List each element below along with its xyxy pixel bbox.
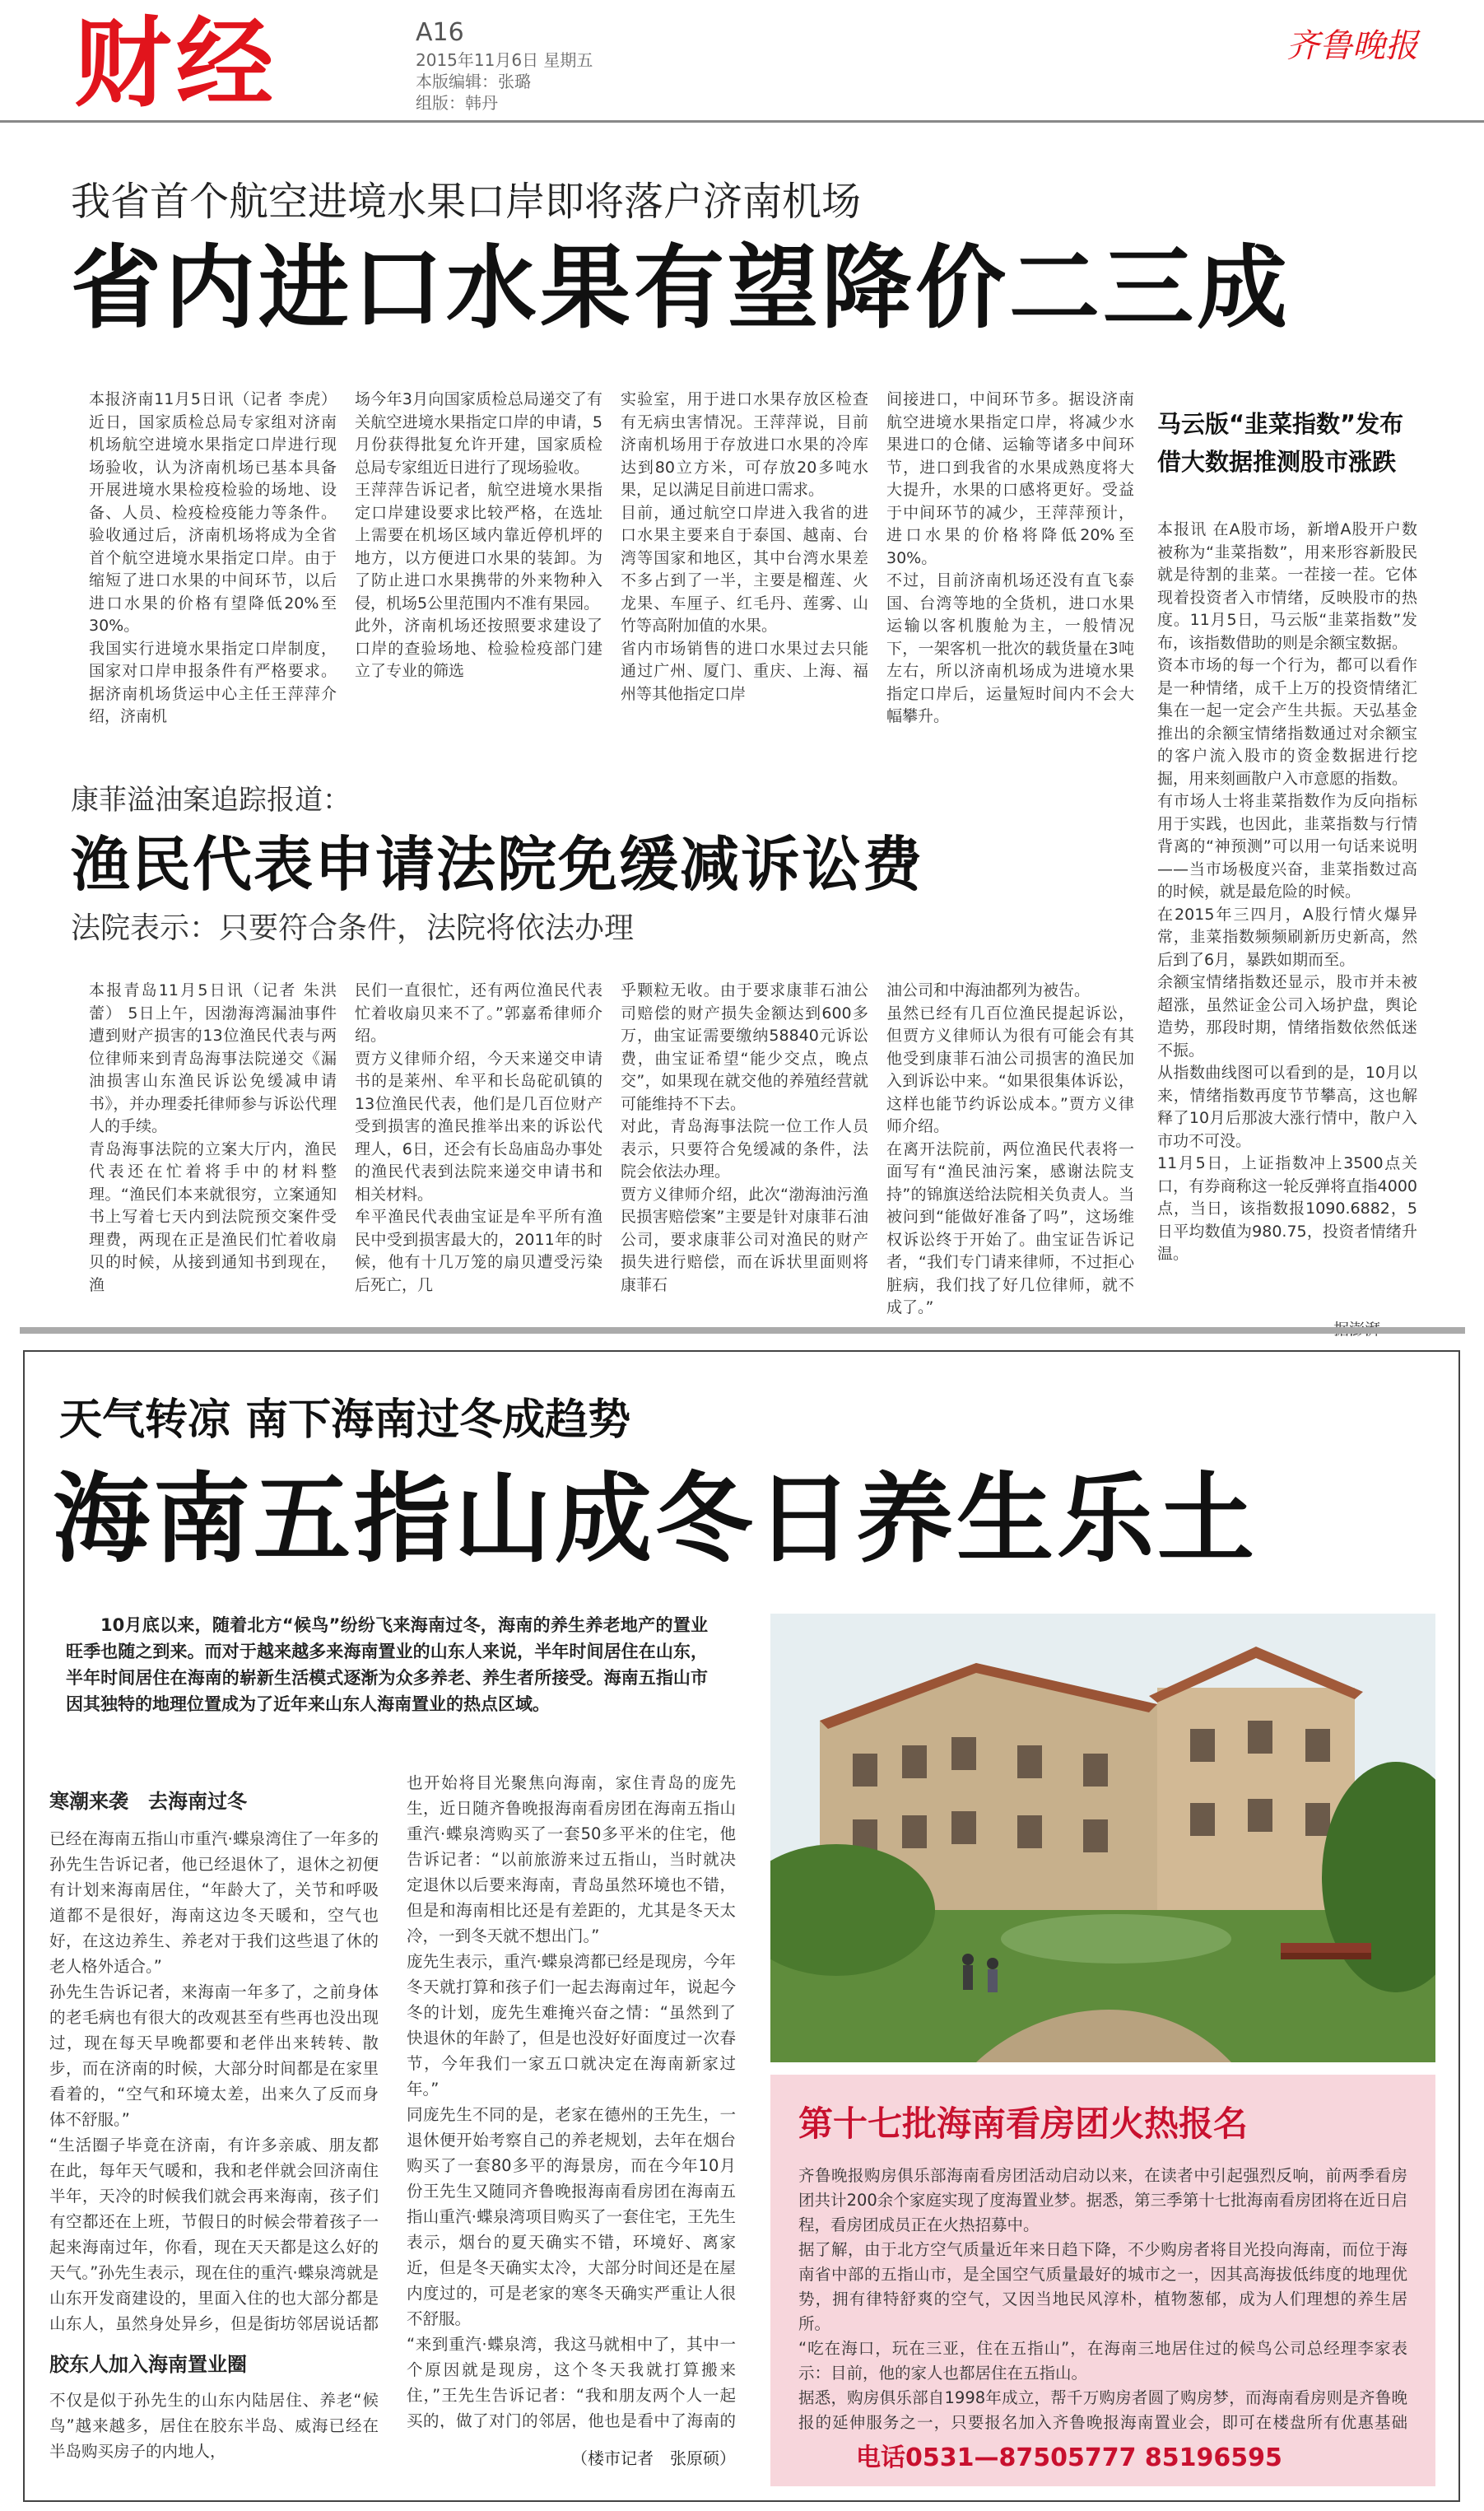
feature-section-head: 寒潮来袭 去海南过冬 — [49, 1790, 247, 1813]
feature-section-head: 胶东人加入海南置业圈 — [49, 2353, 247, 2376]
feature-column-text: 不仅是似于孙先生的山东内陆居住、养老“候鸟”越来越多，居住在胶东半岛、威海已经在半岛购买房子的内地人， — [49, 2391, 379, 2461]
story2-headline: 渔民代表申请法院免缓减诉讼费 — [71, 830, 924, 899]
feature-lead: 10月底以来，随着北方“候鸟”纷纷飞来海南过冬，海南的养生养老地产的置业旺季也随之到来。而对于越来越多来海南置业的山东人来说，半年时间居住在山东，半年时间居住在海南的崭新生活模式逐渐为众多养老、养生者所接受。海南五指山市因其独特的地理位置成为了近年来山东人海南置业的热点区域。 — [66, 1615, 708, 1714]
story1-kicker: 我省首个航空进境水果口岸即将落户济南机场 — [71, 179, 862, 225]
page-layout-credit: 组版：韩丹 — [416, 93, 498, 113]
page-editor: 本版编辑：张璐 — [416, 72, 531, 91]
story1-column: 实验室，用于进口水果存放区检查有无病虫害情况。王萍萍说，目前济南机场用于存放进口水果的冷库达到80立方米，可存放20多吨水果，足以满足目前进口需求。 目前，通过航空口岸进入我省的进口水果主要来自于泰国、越南、台湾等国家和地区，其中台湾水果差不多占到了一半，主要是榴莲、火龙果、车厘子、红毛丹、莲雾、山竹等高附加值的水果。 省内市场销售的进口水果过去只能通过广州、厦门、重庆、上海、福州等其他指定口岸 — [621, 390, 868, 703]
page-number: A16 — [416, 18, 464, 47]
feature-headline: 海南五指山成冬日养生乐土 — [53, 1462, 1258, 1576]
sidebar-title-line: 马云版“韭菜指数”发布 — [1157, 410, 1404, 438]
sidebar-title-line: 借大数据推测股市涨跌 — [1157, 448, 1397, 476]
story1-headline: 省内进口水果有望降价二三成 — [71, 235, 1291, 341]
masthead-meta — [416, 16, 593, 114]
story1-body — [89, 389, 1134, 744]
story2-column: 本报青岛11月5日讯（记者 朱洪蕾） 5日上午，因渤海湾漏油事件遭到财产损害的13位渔民代表与两位律师来到青岛海事法院递交《漏油损害山东渔民诉讼免缓减申请书》，并办理委托律师参与诉讼代理人的手续。 青岛海事法院的立案大厅内，渔民代表还在忙着将手中的材料整理。“渔民们本来就很穷，立案通知书上写着七天内到法院预交案件受理费，两现在正是渔民们忙着收扇贝的时候，从接到通知书到现在，渔 — [89, 981, 337, 1294]
tour-signup-box — [770, 2075, 1435, 2486]
story1-column: 场今年3月向国家质检总局递交了有关航空进境水果指定口岸的申请，5月份获得批复允许开建，国家质检总局专家组近日进行了现场验收。 王萍萍告诉记者，航空进境水果指定口岸建设要求比较严格，在选址上需要在机场区域内靠近停机坪的地方，以方便进口水果的装卸。为了防止进口水果携带的外来物种入侵，机场5公里范围内不准有果园。 此外，济南机场还按照要求建设了口岸的查验场地、检验检疫部门建立了专业的筛选 — [355, 390, 602, 680]
story2-column: 民们一直很忙，还有两位渔民代表忙着收扇贝来不了。”郭嘉希律师介绍。 贾方义律师介绍，今天来递交申请书的是莱州、牟平和长岛砣矶镇的13位渔民代表，他们是几百位财产受到损害的渔民推举出来的诉讼代理人，6日，还会有长岛庙岛办事处的渔民代表到法院来递交申请书和相关材料。 牟平渔民代表曲宝证是牟平所有渔民中受到损害最大的，2011年的时候，他有十几万笼的扇贝遭受污染后死亡，几 — [355, 981, 602, 1294]
section-divider — [20, 1327, 1465, 1334]
resort-photo-illustration — [770, 1614, 1435, 2062]
tour-signup-title: 第十七批海南看房团火热报名 — [798, 2103, 1249, 2144]
story1-column: 间接进口，中间环节多。据设济南航空进境水果指定口岸，将减少水果进口的仓储、运输等诸多中间环节，进口到我省的水果成熟度将大大提升，水果的口感将更好。受益于中间环节的减少，王萍萍预计，进口水果的价格将降低20%至30%。 不过，目前济南机场还没有直飞泰国、台湾等地的全货机，进口水果运输以客机腹舱为主，一般情况下，一架客机一批次的载货量在3吨左右，所以济南机场成为进境水果指定口岸后，运量短时间内不会大幅攀升。 — [886, 390, 1134, 725]
feature-kicker: 天气转凉 南下海南过冬成趋势 — [59, 1395, 631, 1445]
sidebar-title — [1157, 405, 1429, 481]
story2-column: 油公司和中海油都列为被告。 虽然已经有几百位渔民提起诉讼，但贾方义律师认为很有可能会有其他受到康菲石油公司损害的渔民加入到诉讼中来。“如果很集体诉讼，这样也能节约诉讼成本。”贾方义律师介绍。 在离开法院前，两位渔民代表将一面写有“渔民油污案，感谢法院支持”的锦旗送给法院相关负责人。当被问到“能做好准备了吗”，这场维权诉讼终于开始了。曲宝证告诉记者，“我们专门请来律师，不过拒心脏病，我们找了好几位律师，就不成了。” — [886, 981, 1134, 1316]
resort-photo — [770, 1614, 1435, 2062]
issue-date: 2015年11月6日 星期五 — [416, 50, 593, 70]
story2-body — [89, 980, 1134, 1317]
tour-signup-phone: 电话0531—87505777 85196595 — [856, 2443, 1282, 2472]
masthead-rule — [0, 120, 1484, 123]
story1-column: 本报济南11月5日讯（记者 李虎） 近日，国家质检总局专家组对济南机场航空进境水果指定口岸进行现场验收，认为济南机场已基本具备开展进境水果检疫检验的场地、设备、人员、检疫检疫能力等条件。验收通过后，济南机场将成为全省首个航空进境水果指定口岸。由于缩短了进口水果的中间环节，以后进口水果的价格有望降低20%至30%。 我国实行进境水果指定口岸制度，国家对口岸申报条件有严格要求。据济南机场货运中心主任王萍萍介绍，济南机 — [89, 390, 337, 725]
feature-column-1 — [49, 1787, 379, 2486]
feature-column-text: 已经在海南五指山市重汽·蝶泉湾住了一年多的孙先生告诉记者，他已经退休了，退休之初便有计划来海南居住，“年龄大了，关节和呼吸道都不是很好，海南这边冬天暖和，空气也好，在这边养生、养老对于我们这些退了休的老人格外适合。” 孙先生告诉记者，来海南一年多了，之前身体的老毛病也有很大的改观甚至有些再也没出现过，现在每天早晚都要和老伴出来转转、散步，而在济南的时候，大部分时间都是在家里看着的，“空气和环境太差，出来久了反而身体不舒服。” “生活圈子毕竟在济南，有许多亲戚、朋友都在此，每年天气暖和，我和老伴就会回济南住半年，天冷的时候我们就会再来海南，孩子们有空都还在上班，节假日的时候会带着孩子一起来海南过年，你看，现在天天都是这么好的天气。”孙先生表示，现在住的重汽·蝶泉湾就是山东开发商建设的，里面入住的也大部分都是山东人，虽然身处异乡，但是街坊邻居说话都 — [49, 1829, 379, 2333]
story2-column: 乎颗粒无收。由于要求康菲石油公司赔偿的财产损失金额达到600多万，曲宝证需要缴纳58840元诉讼费，曲宝证希望“能少交点，晚点交”，如果现在就交他的养殖经营就可能维持不下去。 对此，青岛海事法院一位工作人员表示，只要符合免缓减的条件，法院会依法办理。 贾方义律师介绍，此次“渤海油污渔民损害赔偿案”主要是针对康菲石油公司，要求康菲公司对渔民的财产损失进行赔偿，而在诉状里面则将康菲石 — [621, 981, 868, 1294]
feature-column-2 — [407, 1770, 736, 2486]
newspaper-logo: 齐鲁晚报 — [1286, 27, 1418, 65]
feature-reporter: （楼市记者 张原硕） — [571, 2448, 736, 2468]
feature-column-text: 也开始将目光聚焦向海南，家住青岛的庞先生，近日随齐鲁晚报海南看房团在海南五指山重汽·蝶泉湾购买了一套50多平米的住宅，他告诉记者：“以前旅游来过五指山，当时就决定退休以后要来海南，青岛虽然环境也不错，但是和海南相比还是有差距的，尤其是冬天太冷，一到冬天就不想出门。” 庞先生表示，重汽·蝶泉湾都已经是现房，今年冬天就打算和孩子们一起去海南过年，说起今冬的计划，庞先生难掩兴奋之情：“虽然到了快退休的年龄了，但是也没好好面度过一次春节，今年我们一家五口就决定在海南新家过年。” 同庞先生不同的是，老家在德州的王先生，一退休便开始考察自己的养老规划，去年在烟台购买了一套80多平的海景房，而在今年10月份王先生又随同齐鲁晚报海南看房团在海南五指山重汽·蝶泉湾项目购买了一套住宅，王先生表示，烟台的夏天确实不错，环境好、离家近，但是冬天确实太冷，大部分时间还是在屋内度过的，可是老家的寒冬天确实严重让人很不舒服。 “来到重汽·蝶泉湾，我这马就相中了，其中一个原因就是现房，这个冬天我就打算搬来住，”王先生告诉记者：“我和朋友两个人一起买的，做了对门的邻居，他也是看中了海南的 — [407, 1773, 736, 2429]
sidebar-body: 本报讯 在A股市场，新增A股开户数被称为“韭菜指数”，用来形容新股民就是待割的韭菜。一茬接一茬。它体现着投资者入市情绪，反映股市的热度。11月5日，马云版“韭菜指数”发布，该指数借助的则是余额宝数据。 资本市场的每一个行为，都可以看作是一种情绪，成千上万的投资情绪汇集在一起一定会产生共振。天弘基金推出的余额宝情绪指数通过对余额宝的客户流入股市的资金数据进行挖掘，用来刻画散户入市意愿的指数。 有市场人士将韭菜指数作为反向指标用于实践，也因此，韭菜指数与行情背离的“神预测”可以用一句话来说明——当市场极度兴奋，韭菜指数过高的时候，就是最危险的时候。 在2015年三四月，A股行情火爆异常，韭菜指数频频刷新历史新高，然后到了6月，暴跌如期而至。 余额宝情绪指数还显示，股市并未被超涨，虽然证金公司入场护盘，舆论造势，那段时期，情绪指数依然低迷不振。 从指数曲线图可以看到的是，10月以来，情绪指数再度节节攀高，这也解释了10月后那波大涨行情中，散户入市功不可没。 11月5日，上证指数冲上3500点关口，有券商称这一轮反弹将直指4000点，当日，该指数报1090.6882，5日平均数值为980.75，投资者情绪升温。 — [1157, 520, 1417, 1263]
story2-kicker: 康菲溢油案追踪报道： — [71, 784, 351, 817]
section-title: 财经 — [74, 7, 279, 120]
story2-subhead: 法院表示：只要符合条件，法院将依法办理 — [71, 911, 635, 945]
tour-signup-text: 齐鲁晚报购房俱乐部海南看房团活动启动以来，在读者中引起强烈反响，前两季看房团共计200余个家庭实现了度海置业梦。据悉，第三季第十七批海南看房团将在近日启程，看房团成员正在火热招募中。 据了解，由于北方空气质量近年来日趋下降，不少购房者将目光投向海南，而位于海南省中部的五指山市，是全国空气质量最好的城市之一，因其高海拔低纬度的地理优势，拥有律特舒爽的空气，又因当地民风淳朴，植物葱郁，成为人们理想的养生居所。 “吃在海口，玩在三亚，住在五指山”，在海南三地居住过的候鸟公司总经理李家表示：目前，他的家人也都居住在五指山。 据悉，购房俱乐部自1998年成立，帮千万购房者圆了购房梦，而海南看房则是齐鲁晚报的延伸服务之一，只要报名加入齐鲁晚报海南置业会，即可在楼盘所有优惠基础 — [798, 2166, 1407, 2432]
